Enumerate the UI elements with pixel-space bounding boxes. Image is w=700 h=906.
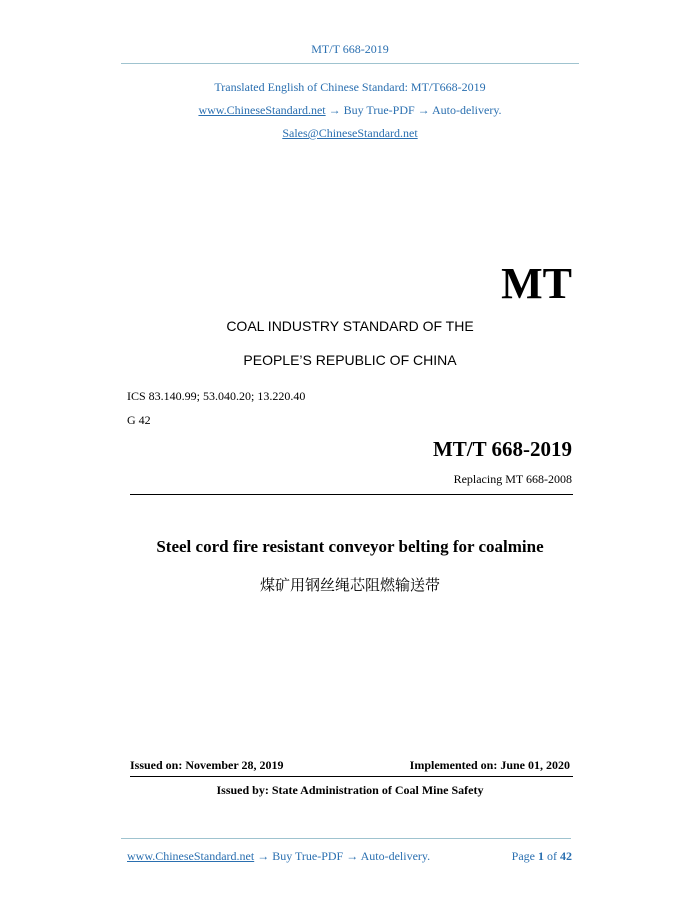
buy-pdf-text: Buy True-PDF (343, 103, 415, 117)
standard-number: MT/T 668-2019 (432, 437, 572, 461)
document-title-en: Steel cord fire resistant conveyor belting for coalmine (156, 537, 544, 556)
standard-title-line1: COAL INDUSTRY STANDARD OF THE (226, 318, 474, 334)
header-divider (121, 63, 579, 64)
standard-title-line2: PEOPLE’S REPUBLIC OF CHINA (243, 352, 457, 368)
footer-site-link[interactable]: www.ChineseStandard.net (127, 849, 255, 863)
page-label: Page (511, 849, 535, 863)
arrow-right-icon: → (328, 103, 341, 117)
delivery-text: Auto-delivery. (432, 103, 502, 117)
footer-delivery-text: Auto-delivery. (360, 849, 431, 863)
header-doc-id: MT/T 668-2019 (311, 42, 389, 56)
issued-date: Issued on: November 28, 2019 (130, 758, 284, 772)
page-indicator (512, 849, 572, 864)
footer-buy-text: Buy True-PDF (272, 849, 344, 863)
title-divider (130, 494, 573, 495)
page-total: 42 (560, 849, 572, 863)
purchase-links (0, 103, 700, 118)
document-title-cn: 煤矿用钢丝绳芯阻燃输送带 (259, 576, 440, 594)
arrow-right-icon: → (346, 849, 359, 863)
site-link[interactable]: www.ChineseStandard.net (198, 103, 326, 117)
of-label: of (547, 849, 557, 863)
translation-note: Translated English of Chinese Standard: MT/T668-2019 (214, 80, 486, 94)
arrow-right-icon: → (257, 849, 270, 863)
sales-email-link[interactable]: Sales@ChineseStandard.net (282, 126, 418, 140)
implemented-date: Implemented on: June 01, 2020 (409, 758, 570, 772)
ccs-code: G 42 (127, 413, 151, 427)
footer-links (127, 849, 430, 864)
ics-code: ICS 83.140.99; 53.040.20; 13.220.40 (127, 389, 306, 403)
issuing-authority: Issued by: State Administration of Coal Mine Safety (216, 783, 484, 797)
page-number: 1 (538, 849, 544, 863)
standard-code-logo: MT (501, 259, 572, 308)
arrow-right-icon: → (417, 103, 430, 117)
footer-divider (121, 838, 571, 839)
replacing-note: Replacing MT 668-2008 (453, 472, 572, 486)
dates-divider (130, 776, 573, 777)
